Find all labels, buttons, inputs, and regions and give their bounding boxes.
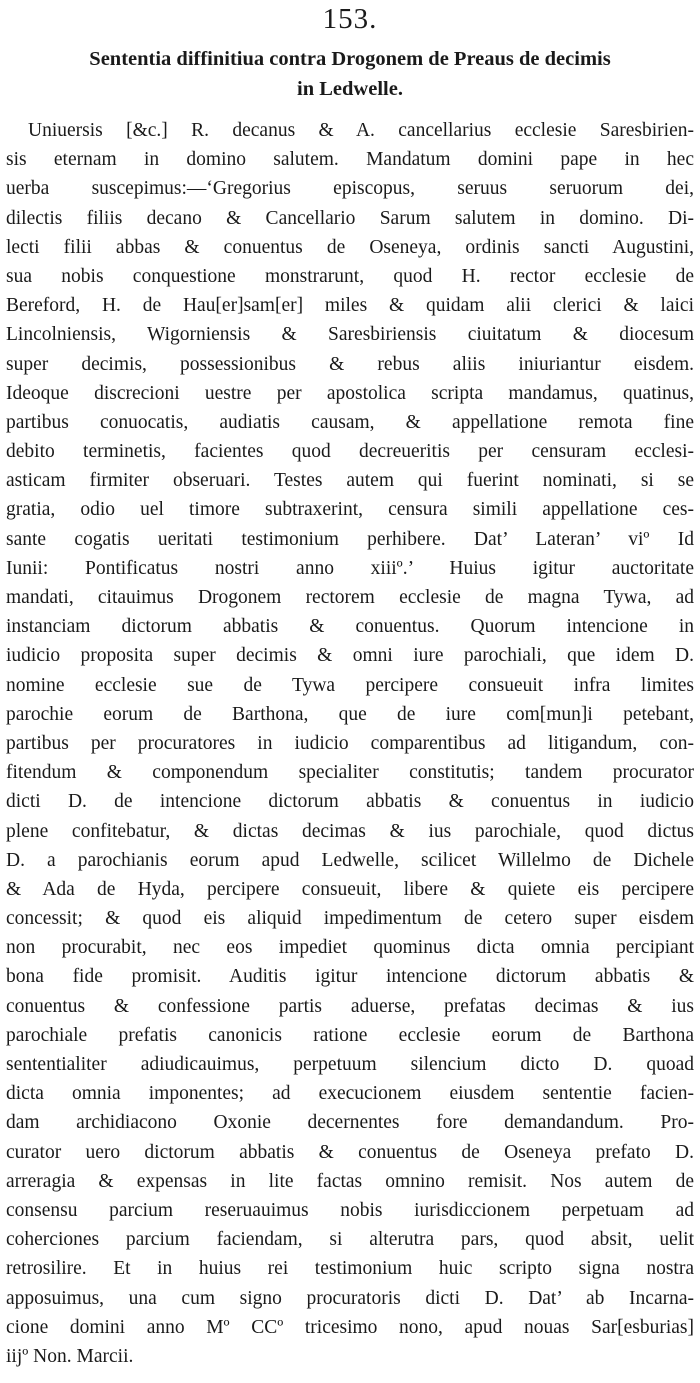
text-line: Bereford, H. de Hau[er]sam[er] miles & quidam alii clerici & laici	[6, 295, 694, 317]
text-line: parochiale prefatis canonicis ratione ecclesie eorum de Barthona	[6, 1024, 694, 1046]
text-line: bona fide promisit. Auditis igitur intencione dictorum abbatis &	[6, 966, 694, 988]
text-line: sua nobis conquestione monstrarunt, quod H. rector ecclesie de	[6, 265, 694, 287]
text-line: cione domini anno Mº CCº tricesimo nono, apud nouas Sar[esburias]	[6, 1316, 694, 1338]
heading-line: in Ledwelle.	[297, 78, 403, 100]
text-line: Lincolniensis, Wigorniensis & Saresbiriensis ciuitatum & diocesum	[6, 324, 694, 346]
heading-line: Sententia diffinitiua contra Drogonem de Preaus de decimis	[89, 48, 611, 70]
text-line: concessit; & quod eis aliquid impedimentum de cetero super eisdem	[6, 908, 694, 930]
text-line: & Ada de Hyda, percipere consueuit, libere & quiete eis percipere	[6, 878, 694, 900]
text-line: Uniuersis [&c.] R. decanus & A. cancellarius ecclesie Saresbirien-	[28, 120, 694, 141]
text-line: dam archidiacono Oxonie decernentes fore demandandum. Pro-	[6, 1112, 694, 1134]
text-line: apposuimus, una cum signo procuratoris dicti D. Dat’ ab Incarna-	[6, 1287, 694, 1309]
text-line: fitendum & componendum specialiter constitutis; tandem procurator	[6, 762, 694, 784]
text-line: instanciam dictorum abbatis & conuentus. Quorum intencione in	[6, 616, 694, 638]
text-line: dicta omnia imponentes; ad execucionem eiusdem sententie facien-	[6, 1083, 694, 1105]
text-line: parochie eorum de Barthona, que de iure com[mun]i petebant,	[6, 703, 694, 725]
text-line: gratia, odio uel timore subtraxerint, censura simili appellatione ces-	[6, 499, 694, 521]
text-line: dicti D. de intencione dictorum abbatis & conuentus in iudicio	[6, 791, 694, 813]
text-line: conuentus & confessione partis aduerse, prefatas decimas & ius	[6, 995, 694, 1017]
text-line: lecti filii abbas & conuentus de Oseneya, ordinis sancti Augustini,	[6, 236, 694, 258]
text-line: iijº Non. Marcii.	[6, 1345, 134, 1367]
text-line: consensu parcium reseruauimus nobis iurisdiccionem perpetuam ad	[6, 1199, 694, 1221]
text-line: D. a parochianis eorum apud Ledwelle, scilicet Willelmo de Dichele	[6, 849, 694, 871]
text-line: Ideoque discrecioni uestre per apostolica scripta mandamus, quatinus,	[6, 382, 694, 404]
text-line: asticam firmiter obseruari. Testes autem qui fuerint nominati, si se	[6, 470, 694, 492]
text-line: arreragia & expensas in lite factas omnino remisit. Nos autem de	[6, 1170, 694, 1192]
document-heading	[0, 44, 700, 104]
charter-text	[6, 116, 694, 1371]
text-line: retrosilire. Et in huius rei testimonium huic scripto signa nostra	[6, 1258, 694, 1280]
text-line: Iunii: Pontificatus nostri anno xiiiº.’ Huius igitur auctoritate	[6, 557, 694, 579]
text-line: iudicio proposita super decimis & omni iure parochiali, que idem D.	[6, 645, 694, 667]
text-line: super decimis, possessionibus & rebus aliis iniuriantur eisdem.	[6, 353, 694, 375]
text-line: coherciones parcium faciendam, si alterutra pars, quod absit, uelit	[6, 1229, 694, 1251]
text-line: uerba suscepimus:—‘Gregorius episcopus, seruus seruorum dei,	[6, 178, 694, 200]
text-line: plene confitebatur, & dictas decimas & ius parochiale, quod dictus	[6, 820, 694, 842]
page-number: 153.	[322, 3, 378, 35]
text-line: partibus conuocatis, audiatis causam, & appellatione remota fine	[6, 411, 694, 433]
text-line: debito terminetis, facientes quod decreueritis per censuram ecclesi-	[6, 441, 694, 463]
text-line: partibus per procuratores in iudicio comparentibus ad litigandum, con-	[6, 732, 694, 754]
text-line: curator uero dictorum abbatis & conuentus de Oseneya prefato D.	[6, 1141, 694, 1163]
text-line: dilectis filiis decano & Cancellario Sarum salutem in domino. Di-	[6, 207, 694, 229]
text-line: sante cogatis ueritati testimonium perhibere. Dat’ Lateran’ viº Id	[6, 528, 694, 550]
text-line: non procurabit, nec eos impediet quominus dicta omnia percipiant	[6, 937, 694, 959]
text-line: mandati, citauimus Drogonem rectorem ecclesie de magna Tywa, ad	[6, 587, 694, 608]
text-line: nomine ecclesie sue de Tywa percipere consueuit infra limites	[6, 674, 694, 696]
text-line: sis eternam in domino salutem. Mandatum domini pape in hec	[6, 149, 694, 171]
text-line: sententialiter adiudicauimus, perpetuum silencium dicto D. quoad	[6, 1054, 694, 1075]
